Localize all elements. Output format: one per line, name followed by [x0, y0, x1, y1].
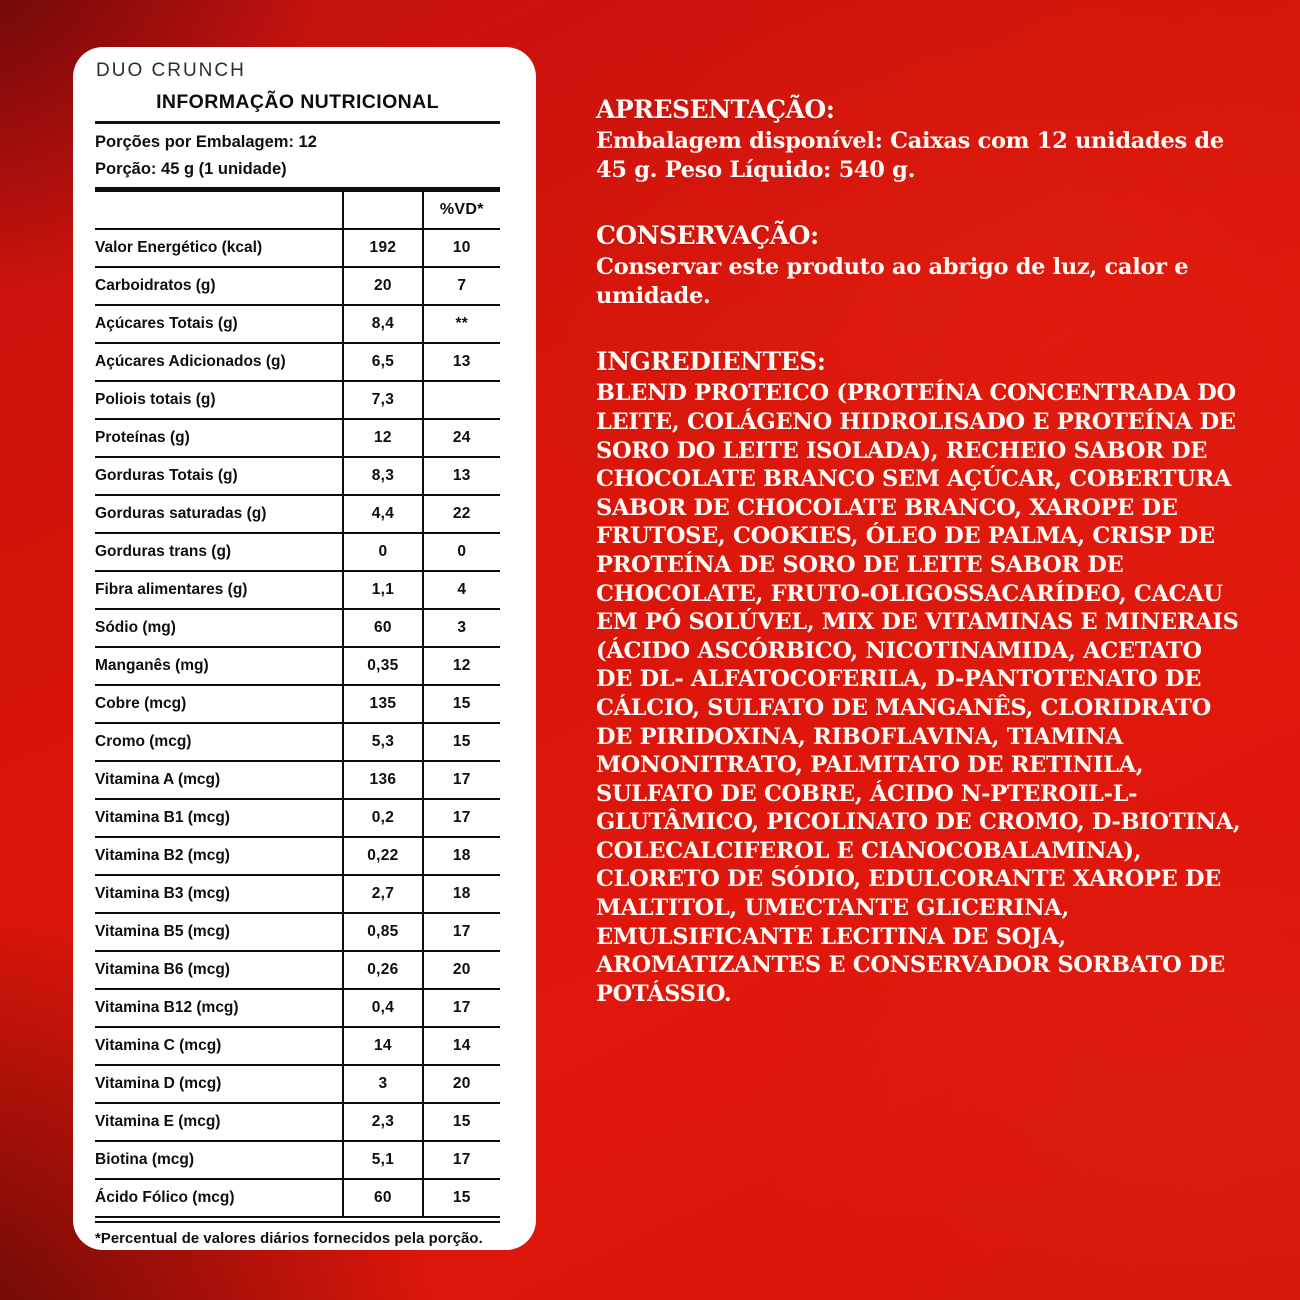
row-value: 3 — [343, 1065, 422, 1103]
row-value: 0,22 — [343, 837, 422, 875]
row-value: 0,26 — [343, 951, 422, 989]
table-row — [95, 913, 500, 951]
table-row — [95, 495, 500, 533]
row-value: 8,3 — [343, 457, 422, 495]
row-label: Cobre (mcg) — [95, 695, 187, 712]
table-row — [95, 457, 500, 495]
row-label: Vitamina C (mcg) — [95, 1037, 222, 1054]
table-row — [95, 229, 500, 267]
ingredientes-heading: INGREDIENTES: — [596, 347, 826, 377]
row-vd: 17 — [452, 771, 471, 788]
row-label: Valor Energético (kcal) — [95, 239, 263, 256]
row-label: Poliois totais (g) — [95, 391, 216, 408]
row-vd: 12 — [452, 657, 471, 674]
row-label: Vitamina B6 (mcg) — [95, 961, 230, 978]
row-value: 60 — [343, 609, 422, 647]
row-vd: 17 — [452, 999, 471, 1016]
row-vd: 17 — [452, 923, 471, 940]
daily-values-footnote: *Percentual de valores diários fornecidos pela porção. — [95, 1231, 483, 1247]
conservacao-heading: CONSERVAÇÃO: — [596, 221, 819, 251]
nutrition-table-body — [95, 229, 500, 1220]
row-vd: 17 — [452, 809, 471, 826]
row-value: 5,1 — [343, 1141, 422, 1179]
table-row — [95, 267, 500, 305]
table-row — [95, 305, 500, 343]
table-row — [95, 761, 500, 799]
row-vd — [423, 381, 500, 419]
row-label: Ácido Fólico (mcg) — [95, 1189, 235, 1206]
table-row — [95, 381, 500, 419]
section-conservacao — [596, 221, 1244, 310]
table-row — [95, 533, 500, 571]
table-row — [95, 1065, 500, 1103]
nutrition-facts-card — [73, 47, 536, 1250]
table-header-row — [95, 190, 500, 230]
row-vd: 15 — [452, 1113, 471, 1130]
row-value: 135 — [343, 685, 422, 723]
row-label: Sódio (mg) — [95, 619, 176, 636]
table-row — [95, 609, 500, 647]
section-apresentacao — [596, 95, 1244, 184]
table-row — [95, 799, 500, 837]
header-nutrient-cell — [95, 190, 343, 230]
row-vd: 4 — [457, 581, 467, 598]
row-label: Vitamina A (mcg) — [95, 771, 221, 788]
section-ingredientes — [596, 347, 1244, 1008]
row-vd: 18 — [452, 885, 471, 902]
row-label: Carboidratos (g) — [95, 277, 216, 294]
table-row — [95, 343, 500, 381]
row-value: 14 — [343, 1027, 422, 1065]
row-value: 20 — [343, 267, 422, 305]
row-label: Proteínas (g) — [95, 429, 190, 446]
row-vd: 24 — [452, 429, 471, 446]
table-row — [95, 989, 500, 1027]
serving-size: Porção: 45 g (1 unidade) — [95, 160, 287, 178]
row-value: 6,5 — [343, 343, 422, 381]
row-vd: ** — [455, 315, 469, 332]
row-value: 5,3 — [343, 723, 422, 761]
apresentacao-heading: APRESENTAÇÃO: — [596, 95, 835, 124]
row-vd: 22 — [452, 505, 471, 522]
row-value: 2,7 — [343, 875, 422, 913]
row-vd: 10 — [452, 239, 471, 256]
row-vd: 15 — [452, 695, 471, 712]
row-vd: 17 — [452, 1151, 471, 1168]
row-vd: 3 — [457, 619, 467, 636]
header-amount-cell — [343, 190, 422, 230]
row-label: Vitamina B2 (mcg) — [95, 847, 230, 864]
row-label: Gorduras saturadas (g) — [95, 505, 267, 522]
apresentacao-body: Embalagem disponível: Caixas com 12 unidades de 45 g. Peso Líquido: 540 g. — [596, 128, 1224, 183]
row-label: Vitamina D (mcg) — [95, 1075, 222, 1092]
table-row — [95, 419, 500, 457]
row-label: Cromo (mcg) — [95, 733, 192, 750]
row-vd: 13 — [452, 467, 471, 484]
row-vd: 15 — [452, 1189, 471, 1206]
ingredientes-body: BLEND PROTEICO (PROTEÍNA CONCENTRADA DO LEITE, COLÁGENO HIDROLISADO E PROTEÍNA DE SORO DO LEITE ISOLADA), RECHEIO SABOR DE CHOCOLATE BRANCO SEM AÇÚCAR, COBERTURA SABOR DE CHOCOLATE BRANCO, XAROPE DE FRUTOSE, COOKIES, ÓLEO DE PALMA, CRISP DE PROTEÍNA DE SORO DE LEITE SABOR DE CHOCOLATE, FRUTO-OLIGOSSACARÍDEO, CACAU EM PÓ SOLÚVEL, MIX DE VITAMINAS E MINERAIS (ÁCIDO ASCÓRBICO, NICOTINAMIDA, ACETATO DE DL- ALFATOCOFERILA, D-PANTOTENATO DE CÁLCIO, SULFATO DE MANGANÊS, CLORIDRATO DE PIRIDOXINA, RIBOFLAVINA, TIAMINA MONONITRATO, PALMITATO DE RETINILA, SULFATO DE COBRE, ÁCIDO N-PTEROIL-L-GLUTÂMICO, PICOLINATO DE CROMO, D-BIOTINA, COLECALCIFEROL E CIANOCOBALAMINA), CLORETO DE SÓDIO, EDULCORANTE XAROPE DE MALTITOL, UMECTANTE GLICERINA, EMULSIFICANTE LECITINA DE SOJA, AROMATIZANTES E CONSERVADOR SORBATO DE POTÁSSIO. — [596, 380, 1241, 1007]
row-vd: 13 — [452, 353, 471, 370]
info-column — [596, 95, 1244, 1045]
row-value: 60 — [343, 1179, 422, 1220]
nutrition-table-title: INFORMAÇÃO NUTRICIONAL — [95, 91, 500, 124]
row-label: Açúcares Adicionados (g) — [95, 353, 286, 370]
row-value: 12 — [343, 419, 422, 457]
row-value: 136 — [343, 761, 422, 799]
row-label: Vitamina B12 (mcg) — [95, 999, 239, 1016]
row-value: 0,4 — [343, 989, 422, 1027]
row-label: Vitamina B1 (mcg) — [95, 809, 230, 826]
row-label: Fibra alimentares (g) — [95, 581, 248, 598]
table-row — [95, 1027, 500, 1065]
row-value: 7,3 — [343, 381, 422, 419]
conservacao-body: Conservar este produto ao abrigo de luz, calor e umidade. — [596, 254, 1189, 309]
vd-column-header: %VD* — [439, 201, 484, 218]
row-value: 0,85 — [343, 913, 422, 951]
row-vd: 0 — [457, 543, 467, 560]
row-label: Vitamina E (mcg) — [95, 1113, 221, 1130]
table-row — [95, 875, 500, 913]
table-row — [95, 951, 500, 989]
row-label: Manganês (mg) — [95, 657, 209, 674]
row-value: 2,3 — [343, 1103, 422, 1141]
row-label: Gorduras Totais (g) — [95, 467, 238, 484]
table-row — [95, 723, 500, 761]
table-row — [95, 647, 500, 685]
table-row — [95, 1103, 500, 1141]
row-value: 0 — [343, 533, 422, 571]
row-vd: 14 — [452, 1037, 471, 1054]
row-vd: 15 — [452, 733, 471, 750]
row-label: Vitamina B3 (mcg) — [95, 885, 230, 902]
servings-per-package: Porções por Embalagem: 12 — [95, 133, 317, 151]
row-value: 0,2 — [343, 799, 422, 837]
serving-info — [95, 133, 500, 178]
row-vd: 18 — [452, 847, 471, 864]
brand-name: DUO CRUNCH — [96, 60, 246, 81]
row-label: Açúcares Totais (g) — [95, 315, 238, 332]
nutrition-table — [95, 187, 500, 1223]
table-row — [95, 837, 500, 875]
row-value: 8,4 — [343, 305, 422, 343]
table-row — [95, 1179, 500, 1220]
row-value: 4,4 — [343, 495, 422, 533]
row-vd: 7 — [457, 277, 467, 294]
table-row — [95, 685, 500, 723]
row-label: Vitamina B5 (mcg) — [95, 923, 230, 940]
row-vd: 20 — [452, 1075, 471, 1092]
row-value: 192 — [343, 229, 422, 267]
row-label: Gorduras trans (g) — [95, 543, 232, 560]
row-label: Biotina (mcg) — [95, 1151, 195, 1168]
table-row — [95, 1141, 500, 1179]
row-value: 0,35 — [343, 647, 422, 685]
table-row — [95, 571, 500, 609]
row-value: 1,1 — [343, 571, 422, 609]
row-vd: 20 — [452, 961, 471, 978]
